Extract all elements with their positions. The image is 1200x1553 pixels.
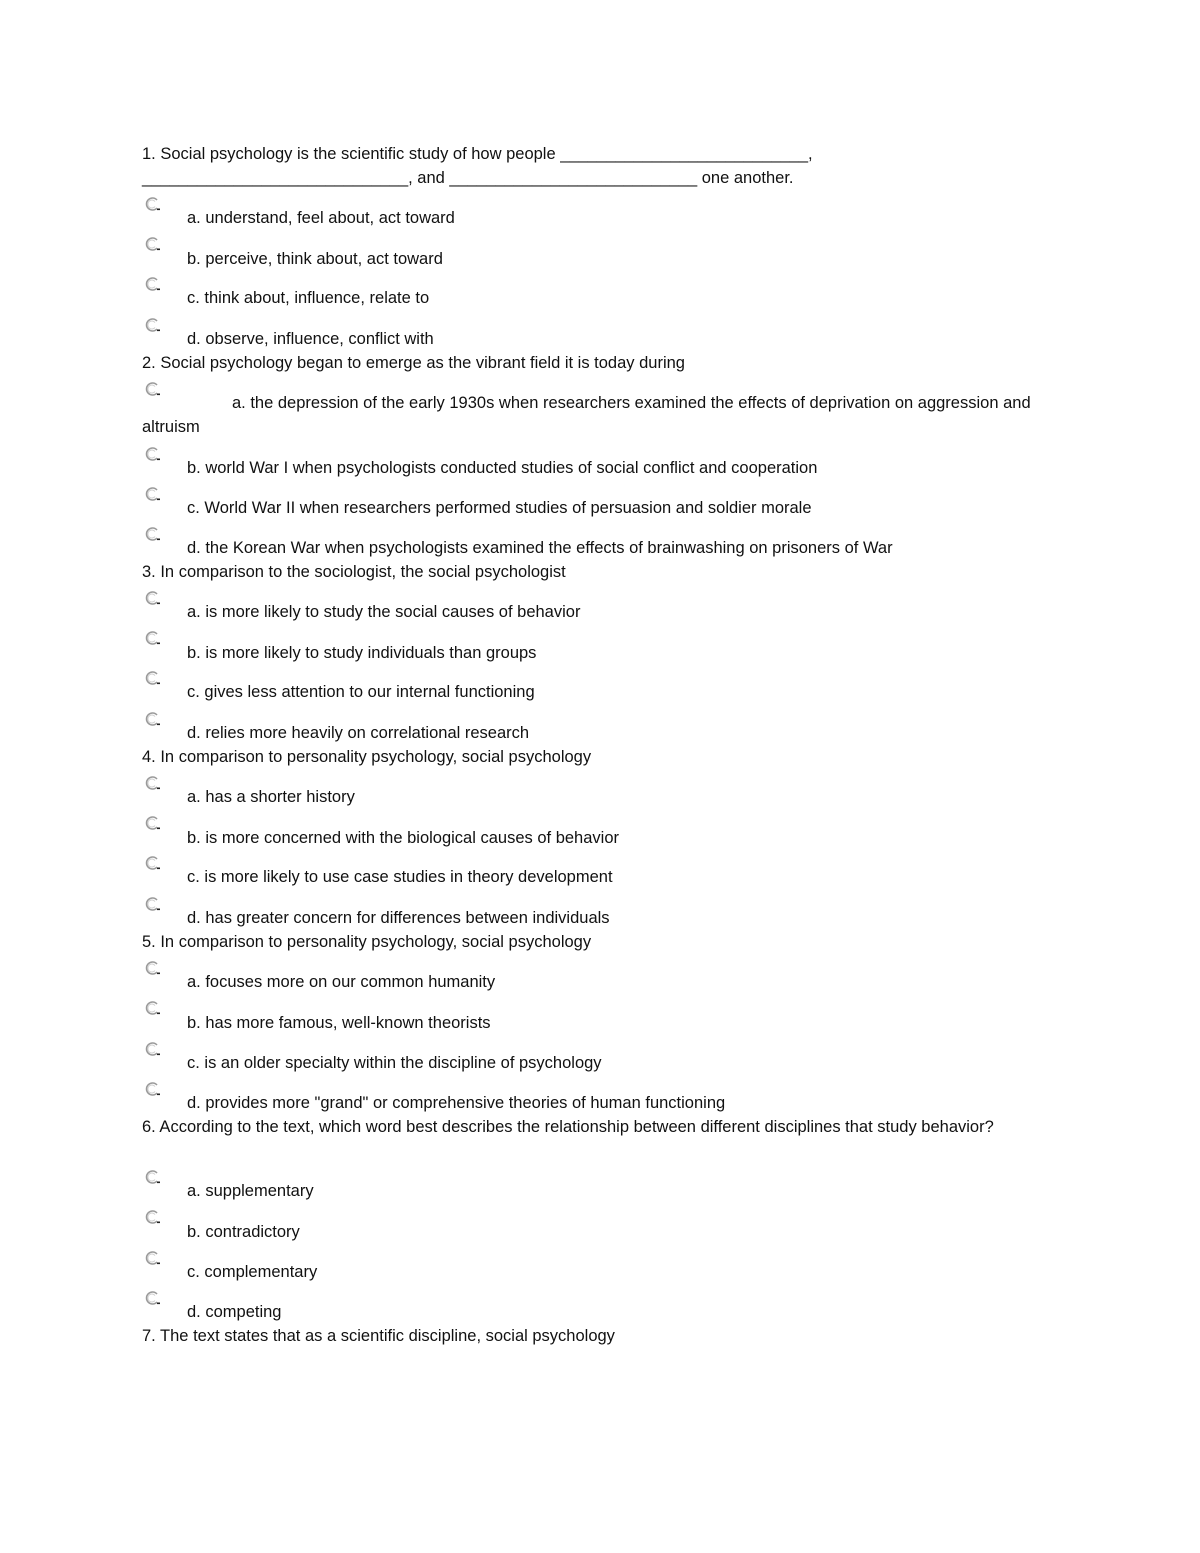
q2-option-c xyxy=(142,496,1062,520)
option-label: c. is more likely to use case studies in theory development xyxy=(187,868,613,886)
q3-option-c xyxy=(142,680,1062,704)
q2-option-a xyxy=(142,391,1062,439)
option-label: a. supplementary xyxy=(187,1182,314,1200)
q3-option-d xyxy=(142,721,1062,745)
q5-option-c xyxy=(142,1051,1062,1075)
question-1-line-2: _____________________________, and ___________________________ one another. xyxy=(142,169,794,187)
q4-option-c xyxy=(142,865,1062,889)
q5-option-b xyxy=(142,1011,1062,1035)
option-label: a. understand, feel about, act toward xyxy=(187,209,455,227)
question-2-stem: 2. Social psychology began to emerge as the vibrant field it is today during xyxy=(142,354,685,372)
option-label: d. provides more "grand" or comprehensive theories of human functioning xyxy=(187,1094,726,1112)
option-label: b. contradictory xyxy=(187,1223,300,1241)
option-label: a. has a shorter history xyxy=(187,788,355,806)
question-1-line-1: 1. Social psychology is the scientific study of how people ___________________________, xyxy=(142,145,813,163)
question-7-stem: 7. The text states that as a scientific discipline, social psychology xyxy=(142,1327,615,1345)
q6-option-a xyxy=(142,1179,1062,1203)
option-label: d. has greater concern for differences between individuals xyxy=(187,909,610,927)
q6-option-c xyxy=(142,1260,1062,1284)
option-label: c. gives less attention to our internal functioning xyxy=(187,683,535,701)
q1-option-b xyxy=(142,247,1062,271)
option-label: b. world War I when psychologists conducted studies of social conflict and cooperation xyxy=(187,459,818,477)
option-label: c. complementary xyxy=(187,1263,318,1281)
q3-option-a xyxy=(142,600,1062,624)
option-label: c. think about, influence, relate to xyxy=(187,289,430,307)
q4-option-d xyxy=(142,906,1062,930)
option-label: a. focuses more on our common humanity xyxy=(187,973,496,991)
q3-option-b xyxy=(142,641,1062,665)
q6-option-d xyxy=(142,1300,1062,1324)
option-label: c. World War II when researchers performed studies of persuasion and soldier morale xyxy=(187,499,812,517)
option-label: b. has more famous, well-known theorists xyxy=(187,1014,491,1032)
option-label: d. observe, influence, conflict with xyxy=(187,330,434,348)
option-label: a. is more likely to study the social causes of behavior xyxy=(187,603,581,621)
q1-option-c xyxy=(142,286,1062,310)
option-label: c. is an older specialty within the discipline of psychology xyxy=(187,1054,602,1072)
q2-option-d xyxy=(142,536,1062,560)
option-label: d. competing xyxy=(187,1303,282,1321)
question-4-stem: 4. In comparison to personality psychology, social psychology xyxy=(142,748,592,766)
option-label: b. is more likely to study individuals than groups xyxy=(187,644,537,662)
q1-option-d xyxy=(142,327,1062,351)
option-label: b. is more concerned with the biological causes of behavior xyxy=(187,829,619,847)
q1-option-a xyxy=(142,206,1062,230)
q5-option-a xyxy=(142,970,1062,994)
option-label: d. the Korean War when psychologists examined the effects of brainwashing on prisoners of War xyxy=(187,539,893,557)
option-label: d. relies more heavily on correlational research xyxy=(187,724,530,742)
q6-option-b xyxy=(142,1220,1062,1244)
question-6-stem: 6. According to the text, which word best describes the relationship between different disciplines that study behavior? xyxy=(142,1118,994,1136)
question-5-stem: 5. In comparison to personality psychology, social psychology xyxy=(142,933,592,951)
q4-option-b xyxy=(142,826,1062,850)
option-label: b. perceive, think about, act toward xyxy=(187,250,443,268)
q5-option-d xyxy=(142,1091,1062,1115)
option-label: a. the depression of the early 1930s when researchers examined the effects of deprivation on aggression and altruism xyxy=(142,394,1031,436)
question-3-stem: 3. In comparison to the sociologist, the social psychologist xyxy=(142,563,566,581)
q2-option-b xyxy=(142,456,1062,480)
q4-option-a xyxy=(142,785,1062,809)
